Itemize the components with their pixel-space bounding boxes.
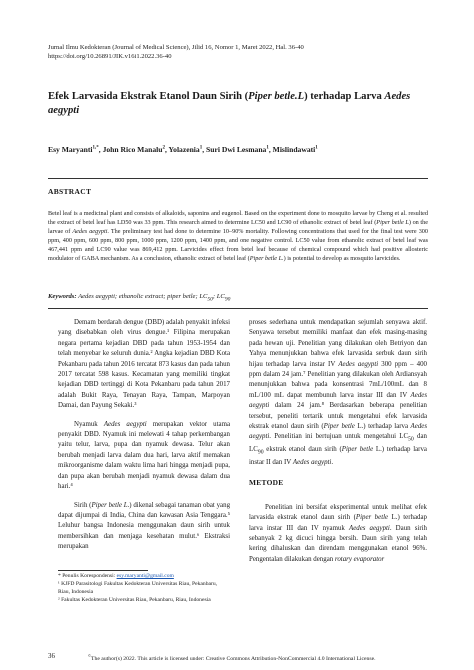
footnote-divider [58, 570, 148, 571]
body-paragraph: Nyamuk Aedes aegypti merupakan vektor utama penyakit DBD. Nyamuk ini melewati 4 tahap perkembangan yaitu telur, larva, pupa dan nyamuk dewasa. Telur akan berubah menjadi larva dalam dua hari, larva aktif memakan mikroorganisme dalam waktu lima hari hingga menjadi pupa, dan pupa akan berubah menjadi nyamuk dewasa dalam dua hari.⁴ [58, 420, 231, 491]
title-larva-species: Aedes aegypti [48, 91, 411, 116]
author-name: Esy Maryanti [48, 145, 93, 154]
body-paragraph: Demam berdarah dengue (DBD) adalah penyakit infeksi yang disebabkan oleh virus dengue.¹ Filipina merupakan negara pertama kejadian DBD pada tahun 1953-1954 dan telah menyebar ke seluruh dunia.² Angka kejadian DBD Kota Pekanbaru pada tahun 2016 tercatat 873 kasus dan pada tahun 2017 tercatat 598 kasus. Kecamatan yang memiliki tingkat kejadian DBD tertinggi di Kota Pekanbaru pada tahun 2017 adalah Bukit Raya, Tenayan Raya, Tampan, Marpoyan Damai, dan Payung Sekaki.³ [58, 319, 230, 410]
license-line: ©The author(s) 2022. This article is licensed under: Creative Commons Attribution-NonCommercial 4.0 International License. [88, 653, 376, 662]
footnote-affiliation: ² Fakultas Kedokteran Universitas Riau, Pekanbaru, Riau, Indonesia [58, 596, 211, 603]
abstract-text: Betel leaf is a medicinal plant and consists of alkaloids, saponins and eugenol. Based on the experiment done to mosquito larvae by Cheng et al. resulted the extract of betel leaf has LD50 was 33 ppm. This research aimed to determine LC50 and LC90 of ethanolic extract of betel leaf (Piper betle L) on the larvae of Aedes aegypti. The preliminary test had done to determine 10–90% mortality. Following concentrations that used for the final test were 300 ppm, 400 ppm, 600 ppm, 800 ppm, 1000 ppm, 1200 ppm, 1400 ppm, and one negative control. LC50 value from ethanolic extract of betel leaf was 467,441 ppm and LC90 value was 869,412 ppm. Larvicides effect from betel leaf because of chemical compound which had positive allosteric modulator of GABA mechanism. As a conclusion, ethanolic extract of betel leaf (Piper betle L.) is potential to develop as mosquito larvicides. [48, 210, 428, 263]
email-link[interactable]: esy.maryanti@gmail.com [116, 573, 174, 579]
keywords: Keywords: Aedes aegypti; ethanolic extract; piper betle; $LC_{50}$; $LC_{90}$ [48, 293, 231, 303]
body-paragraph: Sirih (Piper betle L.) dikenal sebagai tanaman obat yang dapat dijumpai di India, China dan kawasan Asia Tenggara.⁵ Leluhur bangsa Indonesia menggunakan daun sirih untuk membersihkan dan menjaga kesehatan mulut.⁶ Ekstraksi merupakan [58, 501, 231, 551]
author-name: , Suri Dwi Lesmana [202, 145, 267, 154]
title-species: Piper betle.L [248, 91, 305, 102]
journal-header [48, 43, 438, 61]
doi-link[interactable]: https://doi.org/10.26891/JIK.v16i1.2022.36-40 [48, 53, 172, 60]
author-name: , Yolazenia [164, 145, 200, 154]
footnote-affiliation: ¹ KJFD Parasitologi Fakultas Kedokteran Universitas Riau, Pekanbaru, Riau, Indonesia [58, 580, 218, 595]
body-left-column [58, 318, 230, 553]
body-paragraph: proses sederhana untuk mendapatkan sejumlah senyawa aktif. Senyawa tersebut memiliki manfaat dan efek masing-masing pada hewan uji. Penelitian yang dilakukan oleh Betriyon dan Yahya menunjukkan bahwa efek larvasida serbuk daun sirih hijau terhadap larva instar IV Aedes aegypti 300 ppm – 400 ppm dalam 24 jam.⁷ Penelitian yang dilakukan oleh Ardiansyah menunjukkan bahwa pada konsentrasi 7mL/100mL dan 8 mL/100 mL dapat membunuh larva instar III dan IV Aedes aegypti dalam 24 jam.⁸ Berdasarkan beberapa penelitian tersebut, peneliti tertarik untuk mengetahui efek larvasida ekstrak etanol daun sirih (Piper betle L.) terhadap larva Aedes aegypti. Penelitian ini bertujuan untuk mengetahui $LC_{50}$ dan $LC_{90}$ ekstrak etanol daun sirih (Piper betle L.) terhadap larva instar II dan IV Aedes aegypti. [249, 319, 427, 467]
journal-citation: Jurnal Ilmu Kedokteran (Journal of Medical Science), Jilid 16, Nomor 1, Maret 2022, Hal. 36-40 [48, 44, 304, 51]
page-number: 36 [48, 653, 55, 660]
article-title: Efek Larvasida Ekstrak Etanol Daun Sirih (Piper betle.L) terhadap Larva Aedes aegypti [48, 91, 411, 116]
abstract-bottom-divider [48, 308, 428, 309]
keywords-label: Keywords: [48, 293, 77, 300]
author-name: , John Rico Manalu [98, 145, 163, 154]
abstract-top-divider [48, 178, 428, 179]
section-heading-metode: METODE [249, 478, 284, 488]
body-right-column [249, 318, 427, 565]
footnote-corresponding: * Penulis Korespondensi: esy.maryanti@gmail.com [58, 573, 174, 579]
footnotes [58, 573, 230, 605]
abstract-heading: ABSTRACT [48, 187, 92, 196]
author-name: , Mislindawati [268, 145, 316, 154]
author-list: Esy Maryanti$^{1,*}$, John Rico Manalu$^2$, Yolazenia$^1$, Suri Dwi Lesmana$^1$, Mislindawati$^1$ [48, 145, 318, 154]
body-paragraph: Penelitian ini bersifat eksperimental untuk melihat efek larvasida ekstrak etanol daun sirih (Piper betle L.) terhadap larva instar III dan IV nyamuk Aedes aegypti. Daun sirih sebanyak 2 kg dicuci hingga bersih. Daun sirih yang telah kering dihaluskan dan direndam menggunakan etanol 96%. Pengentalan dilakukan dengan rotary evaporator [249, 503, 427, 563]
